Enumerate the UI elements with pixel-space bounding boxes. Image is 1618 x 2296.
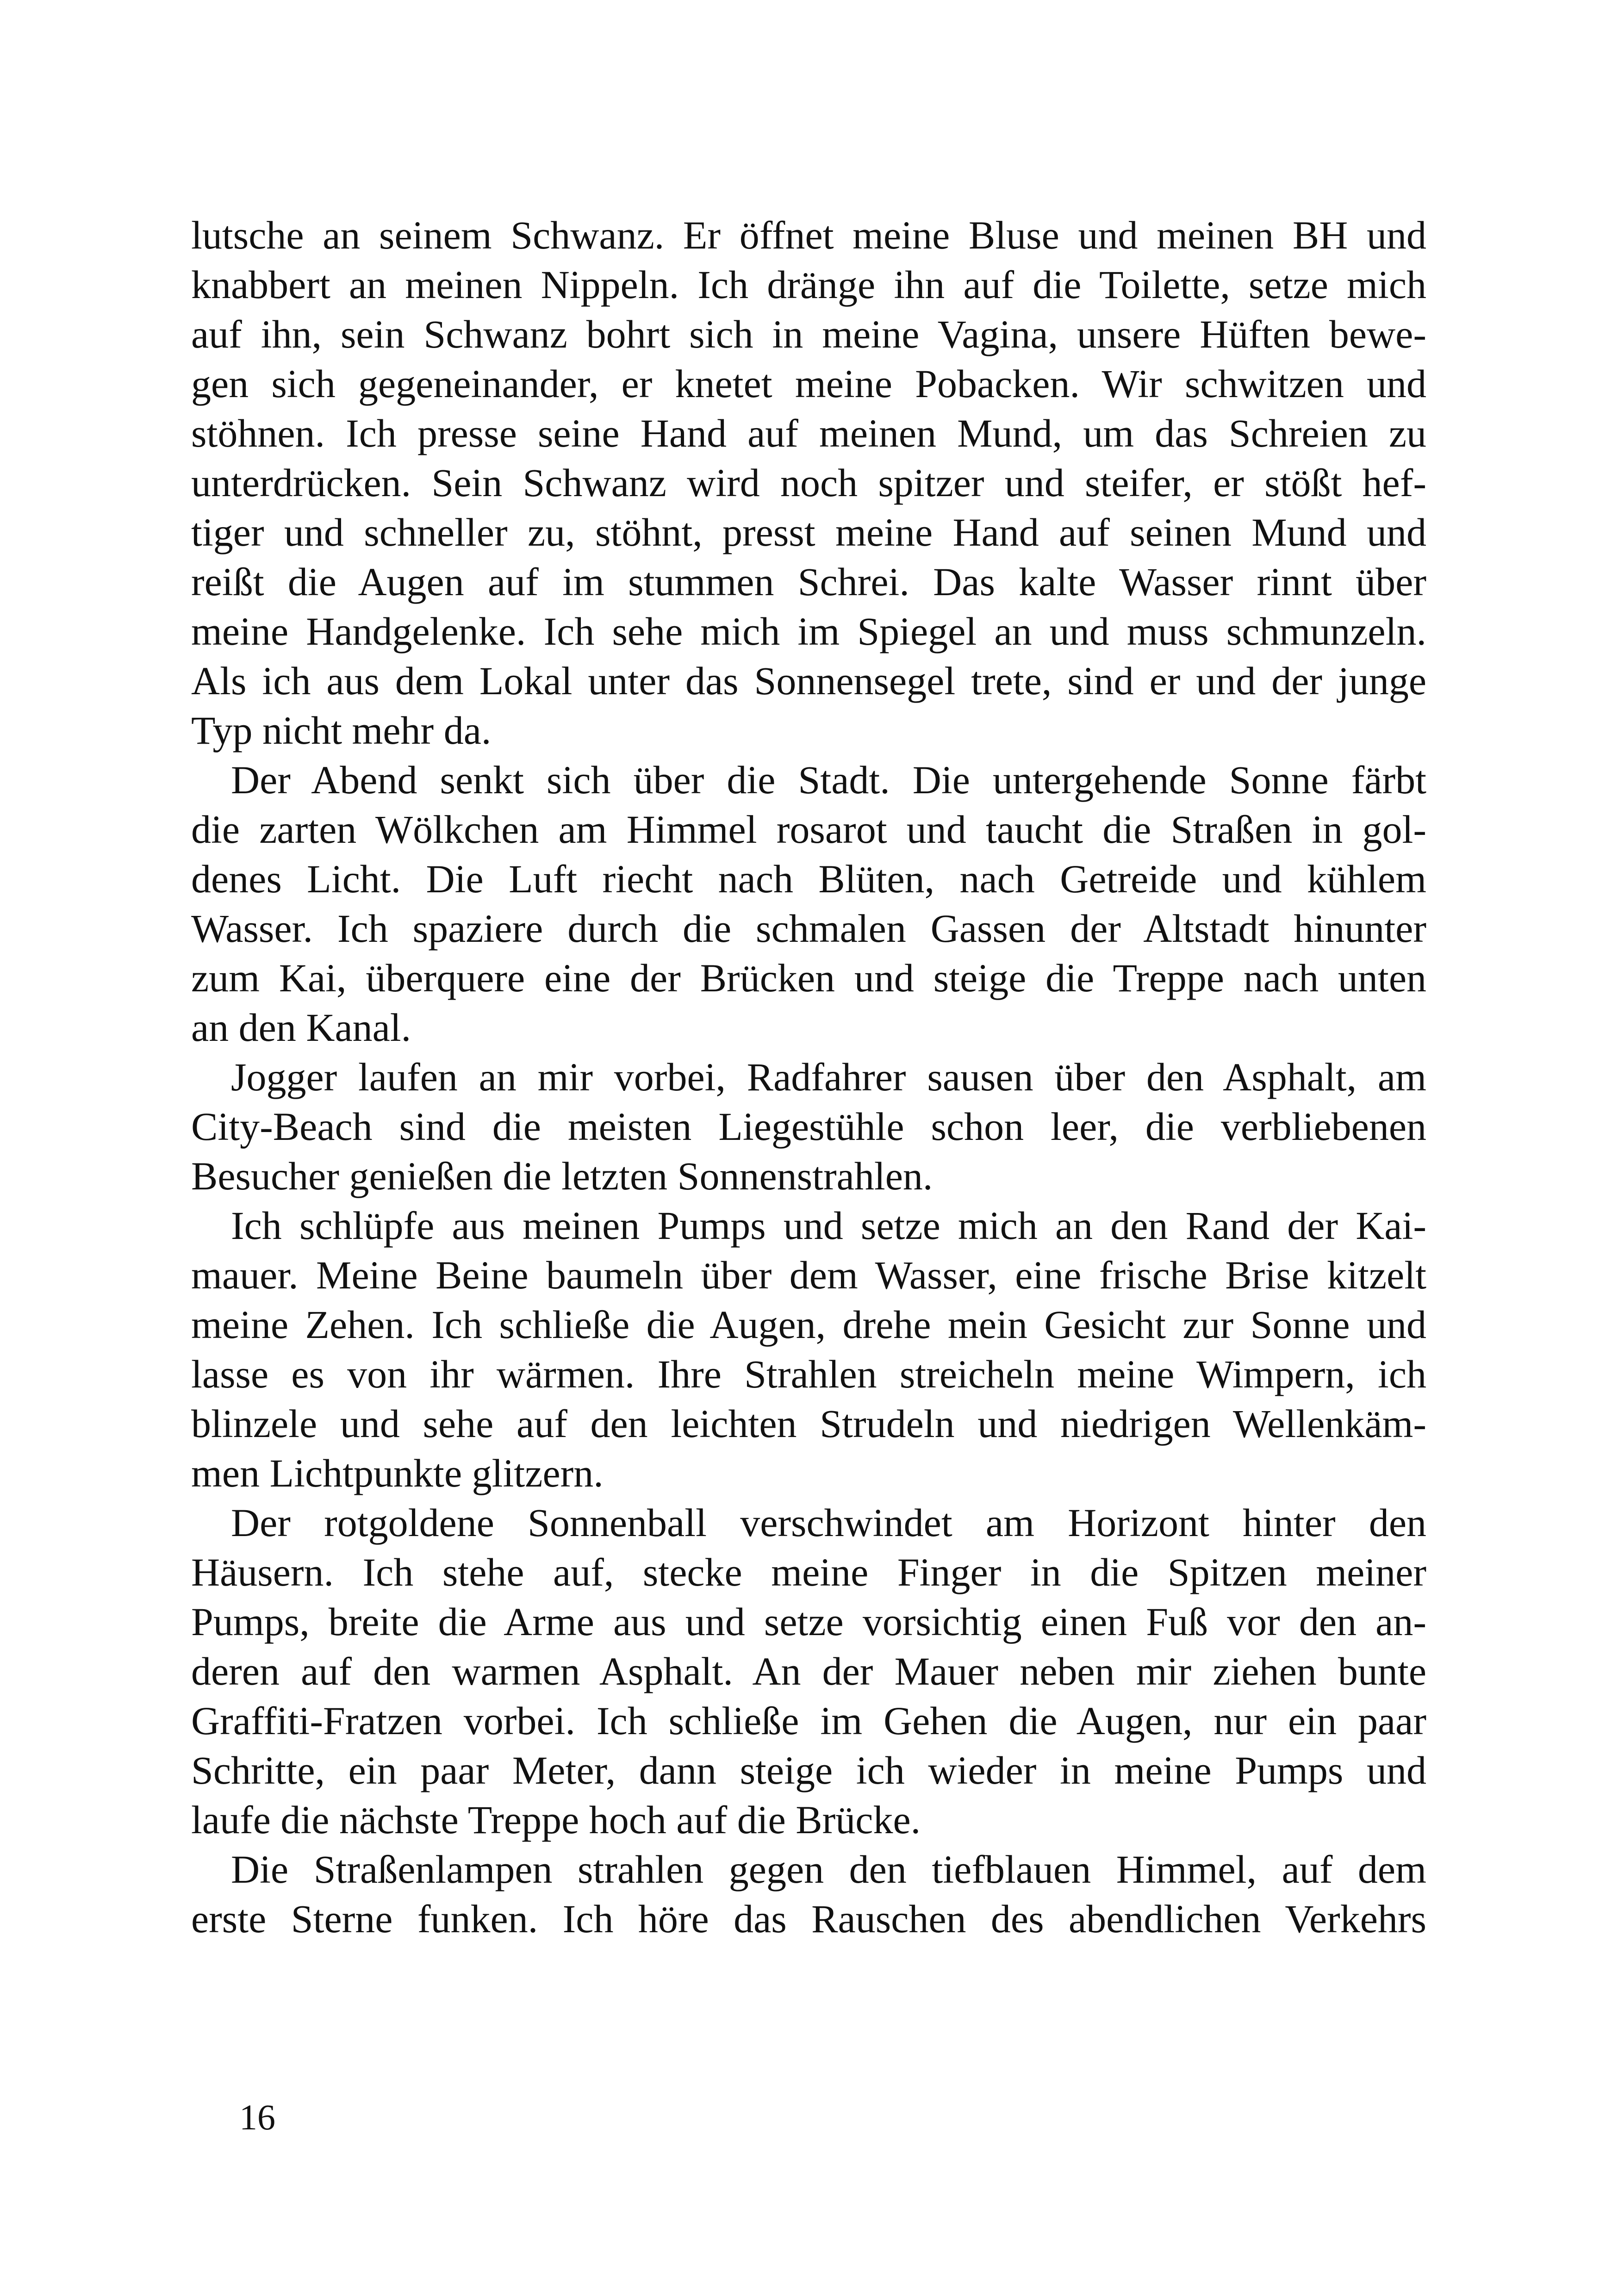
- text-line: lasse es von ihr wärmen. Ihre Strahlen streicheln meine Wimpern, ich: [191, 1352, 1426, 1396]
- text-line: Häusern. Ich stehe auf, stecke meine Finger in die Spitzen meiner: [191, 1550, 1426, 1594]
- text-line: tiger und schneller zu, stöhnt, presst meine Hand auf seinen Mund und: [191, 510, 1426, 554]
- text-line-last: Besucher genießen die letzten Sonnenstrahlen.: [191, 1154, 933, 1198]
- paragraph-first-line: Jogger laufen an mir vorbei, Radfahrer sausen über den Asphalt, am: [231, 1055, 1426, 1099]
- text-line: lutsche an seinem Schwanz. Er öffnet meine Bluse und meinen BH und: [191, 213, 1426, 257]
- text-line-last: laufe die nächste Treppe hoch auf die Brücke.: [191, 1798, 921, 1842]
- text-line: gen sich gegeneinander, er knetet meine Pobacken. Wir schwitzen und: [191, 361, 1426, 406]
- paragraph-first-line: Die Straßenlampen strahlen gegen den tiefblauen Himmel, auf dem: [231, 1847, 1426, 1892]
- text-line: auf ihn, sein Schwanz bohrt sich in meine Vagina, unsere Hüften bewe-: [191, 312, 1426, 356]
- text-line: unterdrücken. Sein Schwanz wird noch spitzer und steifer, er stößt hef-: [191, 460, 1426, 505]
- body-text: [191, 211, 1426, 1944]
- text-line: Pumps, breite die Arme aus und setze vorsichtig einen Fuß vor den an-: [191, 1599, 1426, 1644]
- text-line: meine Handgelenke. Ich sehe mich im Spiegel an und muss schmunzeln.: [191, 609, 1426, 653]
- paragraph-first-line: Der rotgoldene Sonnenball verschwindet am Horizont hinter den: [231, 1500, 1426, 1545]
- text-line: knabbert an meinen Nippeln. Ich dränge ihn auf die Toilette, setze mich: [191, 262, 1426, 307]
- text-line: Als ich aus dem Lokal unter das Sonnensegel trete, sind er und der junge: [191, 659, 1426, 703]
- text-line-last: Typ nicht mehr da.: [191, 708, 492, 753]
- paragraph-first-line: Der Abend senkt sich über die Stadt. Die untergehende Sonne färbt: [231, 758, 1426, 802]
- text-line: erste Sterne funken. Ich höre das Rauschen des abendlichen Verkehrs: [191, 1897, 1426, 1941]
- text-line: mauer. Meine Beine baumeln über dem Wasser, eine frische Brise kitzelt: [191, 1253, 1426, 1297]
- text-line: Graffiti-Fratzen vorbei. Ich schließe im Gehen die Augen, nur ein paar: [191, 1699, 1426, 1743]
- page-number: 16: [239, 2097, 275, 2137]
- text-line-last: an den Kanal.: [191, 1005, 411, 1050]
- text-line: die zarten Wölkchen am Himmel rosarot und taucht die Straßen in gol-: [191, 807, 1426, 852]
- text-line: stöhnen. Ich presse seine Hand auf meinen Mund, um das Schreien zu: [191, 411, 1426, 455]
- text-line-last: men Lichtpunkte glitzern.: [191, 1451, 604, 1495]
- text-line: reißt die Augen auf im stummen Schrei. Das kalte Wasser rinnt über: [191, 560, 1426, 604]
- text-line: denes Licht. Die Luft riecht nach Blüten, nach Getreide und kühlem: [191, 857, 1426, 901]
- text-line: zum Kai, überquere eine der Brücken und steige die Treppe nach unten: [191, 956, 1426, 1000]
- text-line: City-Beach sind die meisten Liegestühle schon leer, die verbliebenen: [191, 1104, 1426, 1149]
- text-line: blinzele und sehe auf den leichten Strudeln und niedrigen Wellenkäm-: [191, 1401, 1426, 1446]
- text-line: Wasser. Ich spaziere durch die schmalen Gassen der Altstadt hinunter: [191, 906, 1426, 951]
- paragraph-first-line: Ich schlüpfe aus meinen Pumps und setze mich an den Rand der Kai-: [231, 1203, 1426, 1248]
- text-line: Schritte, ein paar Meter, dann steige ich wieder in meine Pumps und: [191, 1748, 1426, 1792]
- text-line: deren auf den warmen Asphalt. An der Mauer neben mir ziehen bunte: [191, 1649, 1426, 1693]
- text-line: meine Zehen. Ich schließe die Augen, drehe mein Gesicht zur Sonne und: [191, 1302, 1426, 1347]
